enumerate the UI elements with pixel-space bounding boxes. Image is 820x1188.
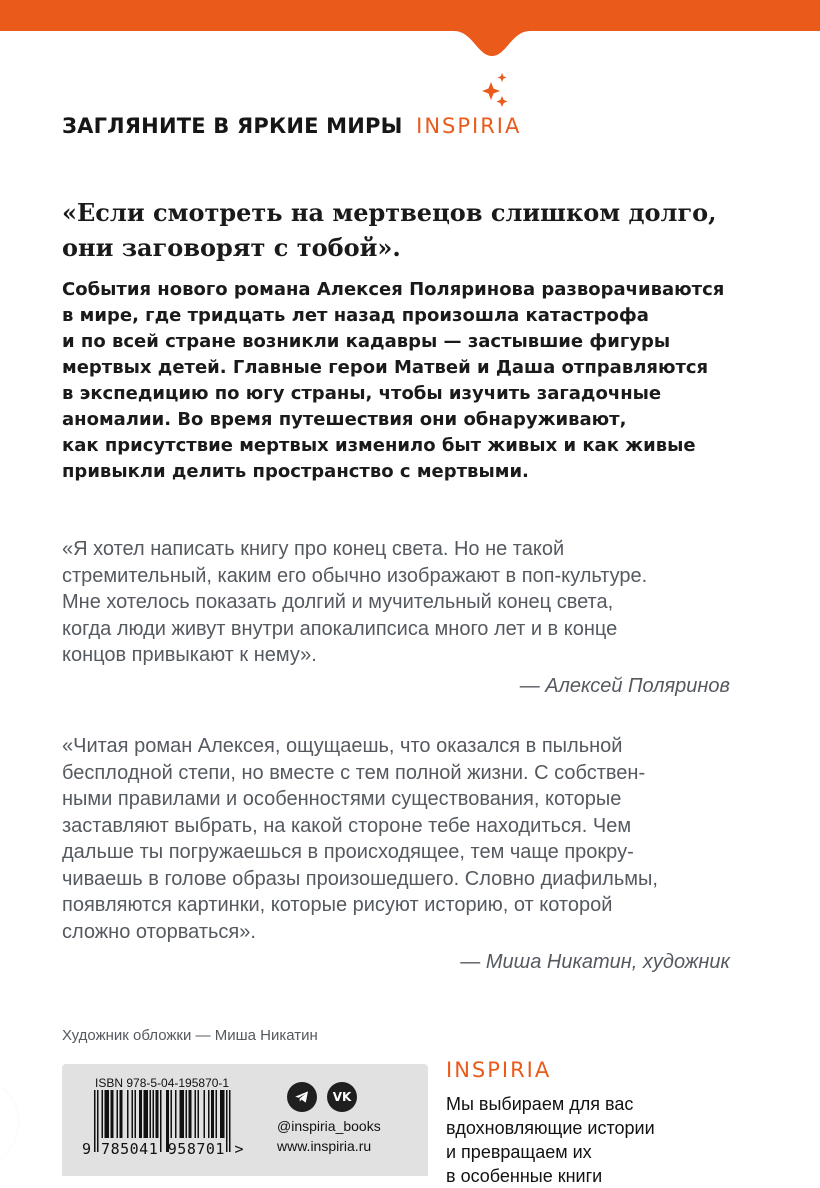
vk-icon[interactable] xyxy=(327,1082,357,1112)
quote-line: концов привыкают к нему». xyxy=(62,644,317,666)
tagline-brand: INSPIRIA xyxy=(416,114,522,138)
quote-line: Мне хотелось показать долгий и мучительный конец света, xyxy=(62,591,614,613)
barcode-bar xyxy=(175,1090,177,1138)
barcode-digits: 9 785041 958701 > xyxy=(82,1140,245,1158)
epigraph-line: они заговорят с тобой». xyxy=(62,233,401,262)
book-annotation xyxy=(62,277,782,485)
barcode-bar xyxy=(156,1090,159,1138)
barcode-bar xyxy=(111,1090,114,1138)
quote-attribution: — Алексей Поляринов xyxy=(519,674,730,697)
barcode-bar xyxy=(105,1090,110,1138)
barcode-bar xyxy=(220,1090,225,1138)
annotation-line: и по всей стране возникли кадавры — застывшие фигуры xyxy=(62,331,671,352)
barcode-bar xyxy=(198,1090,200,1138)
barcode-bar xyxy=(144,1090,149,1138)
cover-edge-notch xyxy=(0,1078,18,1166)
author-quote xyxy=(62,536,762,698)
barcode-bar xyxy=(211,1090,214,1138)
barcode-bar xyxy=(171,1090,173,1138)
barcode-bar xyxy=(132,1090,134,1138)
barcode-bar xyxy=(120,1090,123,1138)
publisher-slogan-line: и превращаем их xyxy=(446,1142,592,1162)
quote-line: дальше ты погружаешься в происходящее, тем чаще прокру- xyxy=(62,841,634,863)
quote-line: бесплодной степи, но вместе с тем полной жизни. С собствен- xyxy=(62,761,646,784)
quote-line: «Я хотел написать книгу про конец света. Но не такой xyxy=(62,538,565,560)
publisher-block xyxy=(446,1058,655,1188)
telegram-icon[interactable] xyxy=(287,1082,317,1112)
barcode-bar xyxy=(117,1090,119,1138)
publisher-slogan-line: Мы выбираем для вас xyxy=(446,1094,634,1114)
barcode-bar xyxy=(216,1090,218,1138)
barcode-bar xyxy=(139,1090,142,1138)
quote-line: сложно оторваться». xyxy=(62,920,256,943)
quote-line: стремительный, каким его обычно изображают в поп-культуре. xyxy=(62,564,648,587)
annotation-line: мертвых детей. Главные герои Матвей и Даша отправляются xyxy=(62,357,709,378)
barcode-bar xyxy=(153,1090,155,1138)
sparkles-icon xyxy=(474,70,514,110)
tagline-text: ЗАГЛЯНИТЕ В ЯРКИЕ МИРЫ xyxy=(62,114,403,138)
social-handle[interactable]: @inspiria_books xyxy=(277,1118,381,1134)
publisher-slogan-line: в особенные книги xyxy=(446,1166,603,1186)
barcode-bar xyxy=(180,1090,185,1138)
isbn-label: ISBN 978-5-04-195870-1 xyxy=(95,1076,230,1090)
barcode-bar xyxy=(195,1090,197,1138)
vk-glyph: VK xyxy=(332,1090,352,1104)
epigraph-quote xyxy=(62,195,762,265)
quote-attribution: — Миша Никатин, художник xyxy=(460,951,730,973)
top-orange-band xyxy=(0,0,820,58)
quote-line: когда люди живут внутри апокалипсиса много лет и в конце xyxy=(62,617,618,640)
annotation-line: как присутствие мертвых изменило быт живых и как живые xyxy=(62,435,696,456)
cover-artist-credit: Художник обложки — Миша Никатин xyxy=(62,1027,318,1044)
epigraph-line: «Если смотреть на мертвецов слишком долго, xyxy=(62,198,717,227)
quote-line: ными правилами и особенностями существования, которые xyxy=(62,788,622,810)
website-link[interactable]: www.inspiria.ru xyxy=(277,1138,372,1154)
quote-line: появляются картинки, которые рисуют историю, от которой xyxy=(62,894,613,916)
annotation-line: в экспедицию по югу страны, чтобы изучить загадочные xyxy=(62,383,662,404)
annotation-line: в мире, где тридцать лет назад произошла катастрофа xyxy=(62,305,649,326)
quote-line: чиваешь в голове образы произошедшего. Словно диафильмы, xyxy=(62,867,658,890)
quote-line: «Читая роман Алексея, ощущаешь, что оказался в пыльной xyxy=(62,735,623,757)
annotation-line: привыкли делить пространство с мертвыми. xyxy=(62,461,529,482)
annotation-line: События нового романа Алексея Поляринова разворачиваются xyxy=(62,279,725,300)
barcode-bar xyxy=(208,1090,210,1138)
artist-quote xyxy=(62,733,762,974)
quote-line: заставляют выбрать, на какой стороне тебе находиться. Чем xyxy=(62,814,632,837)
series-tagline xyxy=(62,114,521,138)
barcode-bar xyxy=(204,1090,206,1138)
barcode-bar xyxy=(135,1090,137,1138)
barcode-bar xyxy=(150,1090,152,1138)
barcode-bar xyxy=(189,1090,192,1138)
publisher-slogan-line: вдохновляющие истории xyxy=(446,1118,655,1138)
publisher-name: INSPIRIA xyxy=(446,1058,552,1082)
barcode-bar xyxy=(102,1090,104,1138)
annotation-line: аномалии. Во время путешествия они обнаруживают, xyxy=(62,409,627,430)
barcode-bar xyxy=(186,1090,188,1138)
barcode-bar xyxy=(127,1090,129,1138)
